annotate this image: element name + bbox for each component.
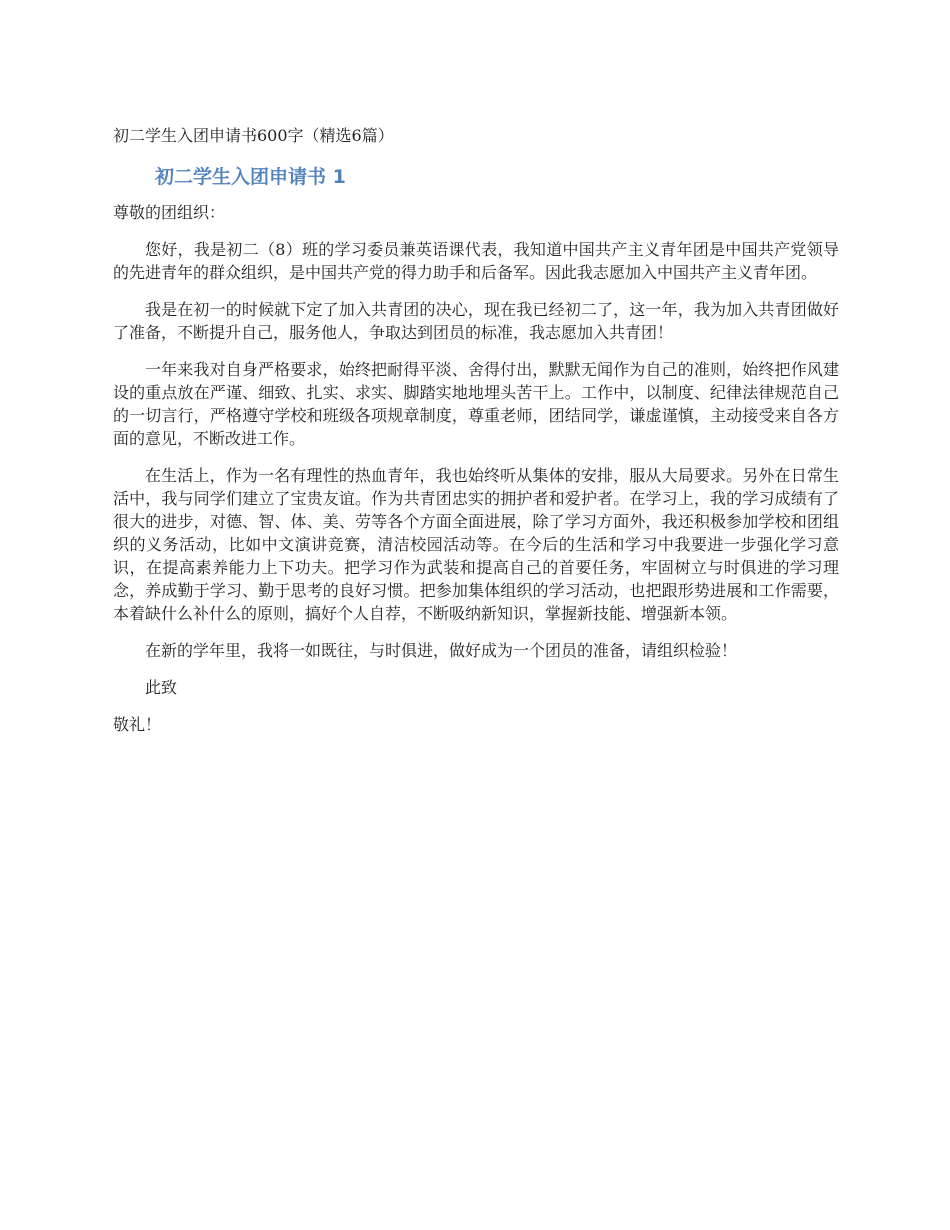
closing-line: 此致 <box>145 678 178 697</box>
body-paragraph-5: 在新的学年里，我将一如既往，与时俱进，做好成为一个团员的准备，请组织检验！ <box>145 641 738 660</box>
document-page <box>113 122 839 736</box>
body-paragraph-4: 在生活上，作为一名有理性的热血青年，我也始终听从集体的安排，服从大局要求。另外在日常生活中，我与同学们建立了宝贵友谊。作为共青团忠实的拥护者和爱护者。在学习上，我的学习成绩有了很大的进步，对德、智、体、美、劳等各个方面全面进展，除了学习方面外，我还积极参加学校和团组织的义务活动，比如中文演讲竞赛，清洁校园活动等。在今后的生活和学习中我要进一步强化学习意识，在提高素养能力上下功夫。把学习作为武装和提高自己的首要任务，牢固树立与时俱进的学习理念，养成勤于学习、勤于思考的良好习惯。把参加集体组织的学习活动，也把跟形势进展和工作需要，本着缺什么补什么的原则，搞好个人自荐，不断吸纳新知识，掌握新技能、增强新本领。 <box>113 466 839 623</box>
salutation: 尊敬的团组织： <box>113 203 226 222</box>
document-title: 初二学生入团申请书600字（精选6篇） <box>113 126 394 145</box>
regards-line: 敬礼！ <box>113 715 162 734</box>
body-paragraph-3: 一年来我对自身严格要求，始终把耐得平淡、舍得付出，默默无闻作为自己的准则，始终把作风建设的重点放在严谨、细致、扎实、求实、脚踏实地地埋头苦干上。工作中，以制度、纪律法律规范自己的一切言行，严格遵守学校和班级各项规章制度，尊重老师，团结同学，谦虚谨慎，主动接受来自各方面的意见，不断改进工作。 <box>113 360 839 448</box>
body-paragraph-1: 您好，我是初二（8）班的学习委员兼英语课代表，我知道中国共产主义青年团是中国共产党领导的先进青年的群众组织，是中国共产党的得力助手和后备军。因此我志愿加入中国共产主义青年团。 <box>113 240 839 282</box>
section-heading: 初二学生入团申请书 1 <box>155 166 346 188</box>
body-paragraph-2: 我是在初一的时候就下定了加入共青团的决心，现在我已经初二了，这一年，我为加入共青团做好了准备，不断提升自己，服务他人，争取达到团员的标准，我志愿加入共青团！ <box>113 300 839 342</box>
